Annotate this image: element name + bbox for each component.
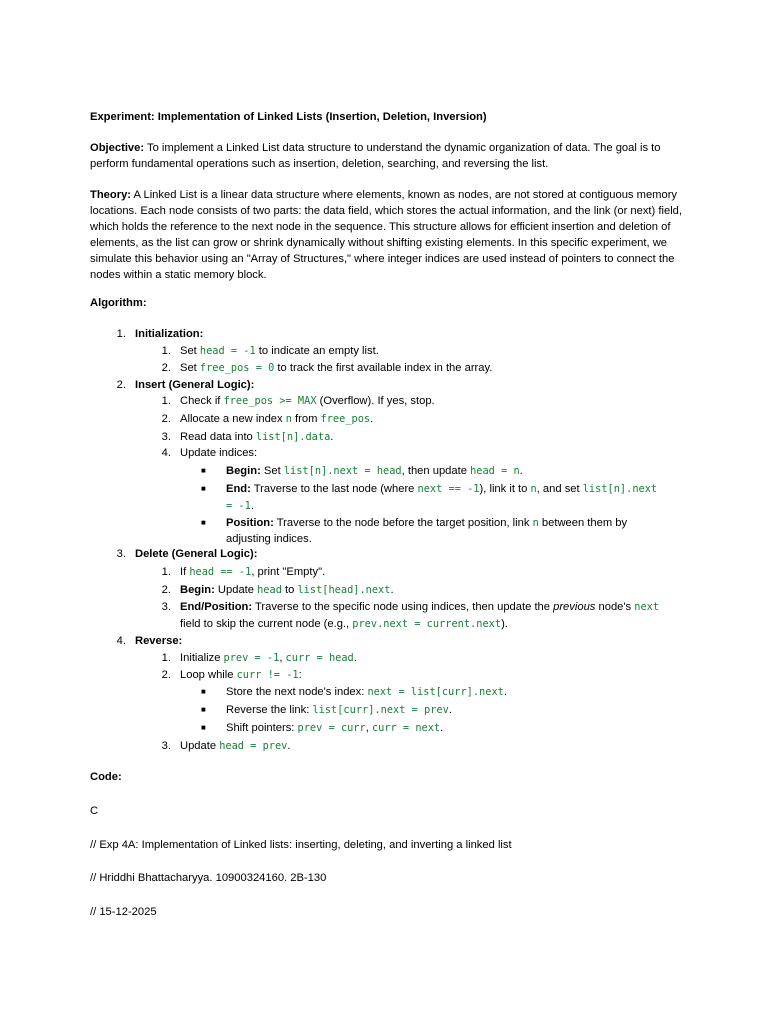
step-title-initialization: Initialization:: [135, 328, 204, 340]
theory-label: Theory:: [90, 189, 132, 201]
step-title-insert: Insert (General Logic):: [135, 379, 255, 391]
list-item-continuation: adjusting indices.: [226, 533, 312, 545]
list-number: 2.: [116, 379, 126, 391]
objective-paragraph: [90, 140, 682, 172]
list-item: Begin: Update head to list[head].next.: [180, 584, 394, 596]
algorithm-heading: Algorithm:: [90, 297, 147, 309]
code-language: C: [90, 805, 99, 817]
list-item: Update indices:: [180, 447, 258, 459]
list-item: Shift pointers: prev = curr, curr = next.: [226, 722, 444, 734]
document-title: Experiment: Implementation of Linked Lists (Insertion, Deletion, Inversion): [90, 111, 487, 123]
list-number: 4.: [116, 635, 126, 647]
list-item: Reverse the link: list[curr].next = prev.: [226, 704, 452, 716]
list-item: Read data into list[n].data.: [180, 431, 334, 443]
list-item: Initialize prev = -1, curr = head.: [180, 652, 357, 664]
list-number: 4.: [161, 447, 171, 459]
list-item: End/Position: Traverse to the specific node using indices, then update the previous node's next: [180, 601, 660, 613]
list-item: Allocate a new index n from free_pos.: [180, 413, 374, 425]
step-title-reverse: Reverse:: [135, 635, 183, 647]
code-comment-line: // Hriddhi Bhattacharyya. 10900324160. 2B-130: [90, 872, 327, 884]
list-item-continuation: = -1.: [226, 500, 254, 512]
list-number: 2.: [161, 413, 171, 425]
list-number: 3.: [161, 601, 171, 613]
bullet-icon: ■: [201, 484, 206, 493]
list-item: Store the next node's index: next = list[curr].next.: [226, 686, 507, 698]
bullet-icon: ■: [201, 687, 206, 696]
bullet-icon: ■: [201, 518, 206, 527]
list-number: 2.: [161, 584, 171, 596]
step-title-delete: Delete (General Logic):: [135, 548, 258, 560]
list-number: 3.: [116, 548, 126, 560]
list-number: 3.: [161, 740, 171, 752]
list-number: 1.: [161, 566, 171, 578]
list-number: 2.: [161, 362, 171, 374]
list-item-continuation: field to skip the current node (e.g., prev.next = current.next).: [180, 618, 508, 630]
list-number: 1.: [161, 345, 171, 357]
list-number: 2.: [161, 669, 171, 681]
list-item: Loop while curr != -1:: [180, 669, 302, 681]
list-item: End: Traverse to the last node (where next == -1), link it to n, and set list[n].next: [226, 483, 658, 495]
bullet-icon: ■: [201, 705, 206, 714]
list-item: Check if free_pos >= MAX (Overflow). If yes, stop.: [180, 395, 435, 407]
code-comment-line: // 15-12-2025: [90, 906, 157, 918]
list-item: Begin: Set list[n].next = head, then update head = n.: [226, 465, 523, 477]
list-number: 1.: [161, 652, 171, 664]
list-item: If head == -1, print "Empty".: [180, 566, 326, 578]
list-item: Set head = -1 to indicate an empty list.: [180, 345, 379, 357]
list-number: 1.: [161, 395, 171, 407]
code-heading: Code:: [90, 771, 122, 783]
code-comment-line: // Exp 4A: Implementation of Linked lists: inserting, deleting, and inverting a linked list: [90, 839, 512, 851]
objective-text: To implement a Linked List data structure to understand the dynamic organization of data. The goal is to perform fundamental operations such as insertion, deletion, searching, and reversing the list.: [90, 142, 661, 170]
list-number: 1.: [116, 328, 126, 340]
objective-label: Objective:: [90, 142, 145, 154]
list-number: 3.: [161, 431, 171, 443]
theory-paragraph: [90, 187, 682, 283]
list-item: Set free_pos = 0 to track the first available index in the array.: [180, 362, 493, 374]
list-item: Position: Traverse to the node before the target position, link n between them by: [226, 517, 628, 529]
theory-text: A Linked List is a linear data structure where elements, known as nodes, are not stored at contiguous memory locations. Each node consists of two parts: the data field, which stores the actual information, and the link (or next) field, which holds the reference to the next node in the sequence. This structure allows for efficient insertion and deletion of elements, as the list can grow or shrink dynamically without shifting existing elements. In this specific experiment, we simulate this behavior using an "Array of Structures," where integer indices are used instead of pointers to connect the nodes within a static memory block.: [90, 189, 683, 281]
list-item: Update head = prev.: [180, 740, 291, 752]
bullet-icon: ■: [201, 723, 206, 732]
bullet-icon: ■: [201, 466, 206, 475]
